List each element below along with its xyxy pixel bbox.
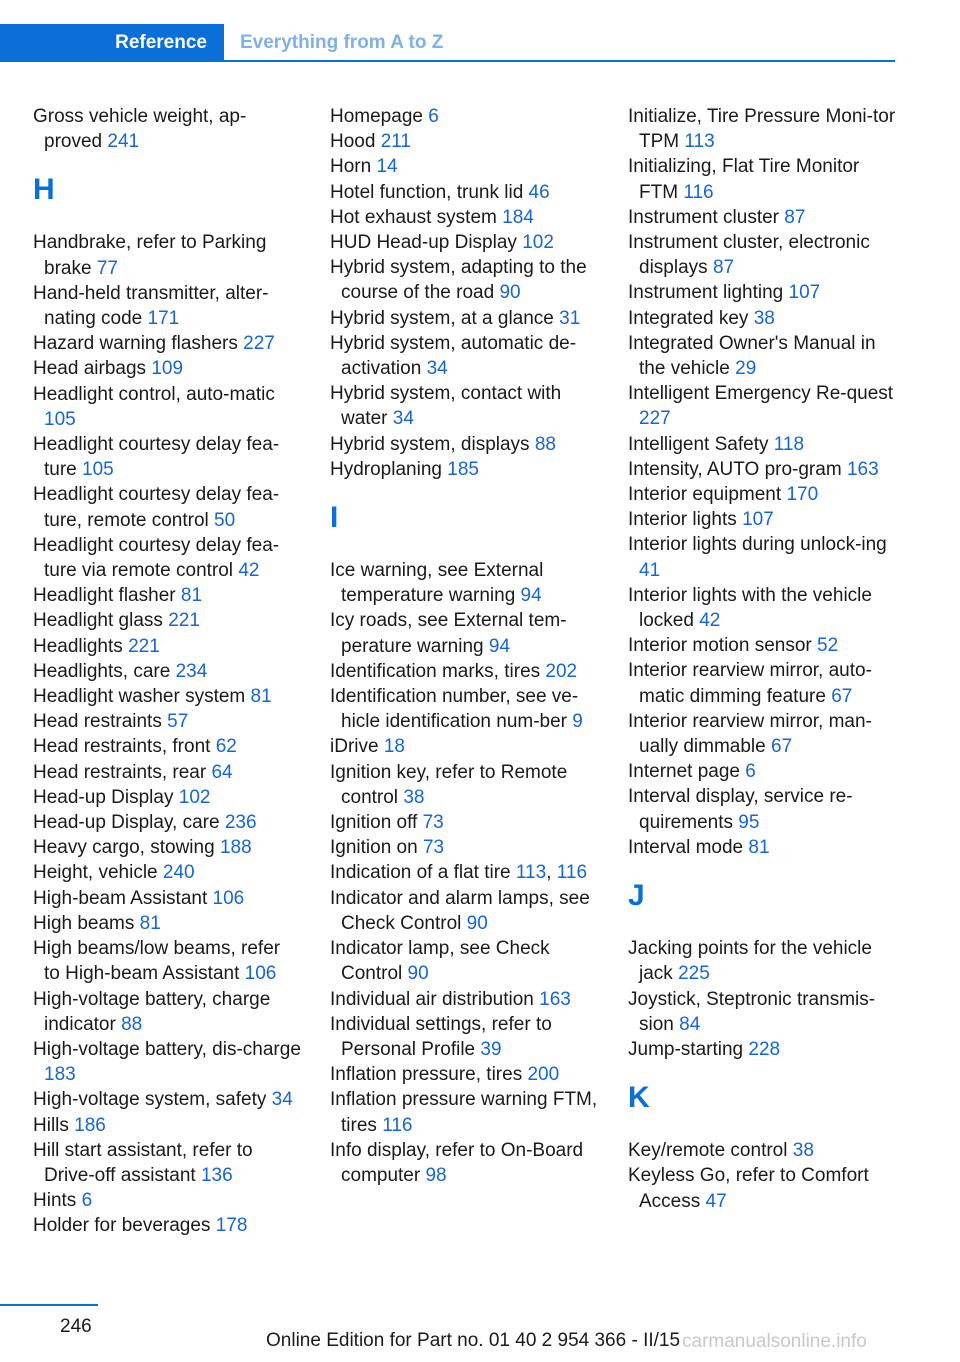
page-link[interactable]: 188 [219,837,252,859]
page-number: 246 [60,1316,92,1337]
page-link[interactable]: 6 [81,1190,93,1212]
page-link[interactable]: 107 [788,282,821,304]
index-entry-term: Jump-starting [628,1038,744,1060]
index-entry-term: Hybrid system, automatic de-activation [330,332,577,380]
index-entry-term: Intelligent Emergency Re-quest [628,383,894,405]
index-entry-term: iDrive [330,736,379,758]
footer-divider [0,1304,98,1306]
index-entry-term: Initializing, Flat Tire Monitor FTM [628,156,860,203]
index-entry-term: Headlight courtesy delay fea-ture, remote control [33,484,280,531]
index-entry [33,936,301,986]
index-entry [33,1037,301,1087]
index-entry [33,659,301,684]
index-entry-term: Headlight washer system [33,686,246,708]
index-entry [330,1087,598,1137]
page-link[interactable]: 73 [422,812,444,834]
index-entry [628,936,896,986]
page-link[interactable]: 6 [428,106,439,127]
index-entry [330,129,598,154]
index-entry [33,356,301,381]
index-entry-term: Individual air distribution [330,988,534,1010]
index-entry-term: Hybrid system, adapting to the course of the road [330,257,587,304]
index-entry [330,104,598,129]
index-entry-term: Head restraints, front [33,736,211,758]
index-entry [330,684,598,734]
index-entry [628,987,896,1037]
page-link[interactable]: 94 [520,585,542,607]
index-entry [33,1087,301,1112]
index-entry [33,835,301,860]
index-entry-term: Interior rearview mirror, auto-matic dimming feature [628,660,872,707]
page-link[interactable]: 183 [44,1064,76,1086]
page-link[interactable]: 106 [212,887,245,909]
page-link[interactable]: 234 [175,660,208,682]
page-link[interactable]: 67 [831,685,853,707]
page-link[interactable]: 118 [773,433,805,455]
index-entry-term: Hood [330,131,376,153]
index-entry [628,280,896,305]
page-link[interactable]: 202 [545,660,578,682]
index-column-1 [33,104,301,1239]
index-entry-term: Interior lights with the vehicle locked [628,584,872,632]
index-entry-term: Instrument cluster, electronic displays [628,232,870,279]
index-entry-term: Intensity, AUTO pro-gram [628,458,842,480]
index-letter-heading: H [33,173,55,207]
index-entry [330,1138,598,1188]
index-entry [628,1138,896,1163]
index-entry [330,180,598,205]
page-link[interactable]: 6 [745,761,756,783]
index-entry [33,331,301,356]
index-column-2 [330,104,598,1188]
index-entry-term: Heavy cargo, stowing [33,837,215,859]
index-entry-term: Hints [33,1190,77,1212]
page-link[interactable]: 228 [748,1038,781,1060]
index-entry [330,734,598,759]
index-entry [33,1188,301,1213]
page-link[interactable]: 73 [422,837,445,859]
index-entry-term: Integrated key [628,307,749,329]
page-link[interactable]: 64 [211,761,233,783]
index-entry [628,1163,896,1213]
index-entry-term: Indicator and alarm lamps, see Check Control [330,887,590,934]
index-entry [628,482,896,507]
page-link[interactable]: 227 [639,408,671,430]
index-entry-term: Headlight courtesy delay fea-ture via remote control [33,534,280,582]
index-entry [330,457,598,482]
section-tab-reference[interactable]: Reference [0,24,224,62]
index-entry [33,785,301,810]
index-entry [33,911,301,936]
page-link[interactable]: 171 [147,308,180,330]
index-entry-term: Hotel function, trunk lid [330,181,524,203]
page-link[interactable]: 87 [712,257,735,279]
index-entry-term: Headlights [33,635,123,657]
index-entry [628,759,896,784]
index-entry-term: HUD Head-up Display [330,232,517,254]
page-link[interactable]: 105 [44,408,76,430]
index-entry-term: Internet page [628,761,740,783]
index-entry [330,886,598,936]
page-link[interactable]: 98 [425,1164,447,1186]
index-entry-term: Indicator lamp, see Check Control [330,938,550,985]
page-link[interactable]: 84 [679,1013,701,1035]
index-entry-term: Hazard warning flashers [33,333,238,355]
index-entry-term: Instrument cluster [628,206,779,228]
index-entry [33,810,301,835]
index-entry-term: Handbrake, refer to Parking brake [33,232,267,279]
index-entry-term: Height, vehicle [33,862,158,884]
index-entry [628,205,896,230]
index-entry [330,154,598,179]
index-entry [330,432,598,457]
page-link[interactable]: 46 [528,181,550,203]
page-link[interactable]: 67 [771,736,793,758]
page-link[interactable]: 42 [699,610,721,632]
page-link[interactable]: 105 [82,459,114,481]
page-link[interactable]: 77 [96,257,118,279]
index-entry-term: Indication of a flat tire [330,862,511,884]
page-link[interactable]: 102 [522,232,554,254]
page-link[interactable]: 116 [556,862,588,884]
index-entry-term: Hybrid system, contact with water [330,383,562,430]
index-entry [330,230,598,255]
page-link[interactable]: 221 [168,610,200,632]
page-link[interactable]: 90 [407,963,429,985]
index-entry-term: Ice warning, see External temperature warning [330,560,544,607]
index-entry [33,1213,301,1238]
index-entry-term: Horn [330,156,372,178]
page-link[interactable]: 88 [534,433,556,455]
index-entry-term: Homepage [330,106,423,127]
index-entry [628,633,896,658]
page-link[interactable]: 52 [817,635,839,657]
index-entry-term: Headlight control, auto-matic [33,383,275,405]
index-entry-term: Info display, refer to On-Board computer [330,1139,584,1186]
index-entry [33,734,301,759]
index-entry [628,1037,896,1062]
index-entry [330,659,598,684]
page-link[interactable]: 94 [488,635,511,657]
page-header [0,24,895,62]
index-entry [33,482,301,532]
page-link[interactable]: 57 [167,711,189,733]
page-link[interactable]: 81 [250,686,272,708]
index-entry [33,230,301,280]
index-entry [628,583,896,633]
index-entry-term: High beams [33,912,135,934]
page-link[interactable]: 95 [738,811,760,833]
page-link[interactable]: 178 [215,1215,248,1237]
page-link[interactable]: 163 [846,458,879,480]
index-column-3 [628,104,896,1214]
index-entry [628,331,896,381]
page-link[interactable]: 81 [180,585,203,607]
page-link[interactable]: 186 [74,1114,106,1136]
page-link[interactable]: 14 [376,156,398,178]
index-entry-term: Ignition off [330,812,418,834]
index-entry-term: Hand-held transmitter, alter-nating code [33,282,269,330]
page-link[interactable]: 200 [527,1064,560,1086]
index-entry-term: Identification number, see ve-hicle identification num-ber [330,686,579,733]
index-entry-term: Headlight courtesy delay fea-ture [33,434,280,481]
page-link[interactable]: 90 [499,282,521,304]
page-link[interactable]: 225 [678,963,710,985]
page-link[interactable]: 184 [502,206,534,228]
index-entry [33,886,301,911]
page-link[interactable]: 47 [705,1190,727,1212]
index-entry-term: Head restraints [33,711,162,733]
page-link[interactable]: 81 [748,836,770,858]
index-entry [330,1062,598,1087]
page-link[interactable]: 170 [786,484,819,506]
page-link[interactable]: 81 [139,912,161,934]
section-title: Everything from A to Z [240,32,444,53]
page-link[interactable]: 38 [792,1140,814,1162]
page-link[interactable]: 50 [214,509,236,531]
index-entry [628,709,896,759]
index-entry [33,684,301,709]
index-entry [330,1012,598,1062]
page-link[interactable]: 38 [753,307,775,329]
index-entry-term: Hydroplaning [330,458,442,480]
page-link[interactable]: 211 [380,131,411,153]
index-entry-term: Hybrid system, displays [330,433,530,455]
page-link[interactable]: 18 [383,736,405,758]
index-entry-term: High-voltage system, safety [33,1089,267,1111]
page-link[interactable]: 113 [515,862,547,884]
index-entry [330,255,598,305]
index-entry-term: Identification marks, tires [330,660,541,682]
index-entry-term: Headlights, care [33,660,171,682]
index-entry [33,1113,301,1138]
page-link[interactable]: 88 [121,1013,143,1035]
index-entry [330,936,598,986]
index-entry [33,432,301,482]
index-entry [330,760,598,810]
index-entry-term: Key/remote control [628,1140,788,1162]
index-entry [330,205,598,230]
index-entry [628,381,896,431]
index-entry [330,987,598,1012]
index-entry [33,760,301,785]
index-entry [33,987,301,1037]
index-entry-term: Head-up Display [33,786,174,808]
index-letter-heading: I [330,501,339,535]
index-entry-term: Interval mode [628,836,744,858]
index-entry-term: Ignition key, refer to Remote control [330,761,568,808]
page-link[interactable]: 107 [742,509,774,531]
index-entry-term: Inflation pressure warning FTM, tires [330,1089,598,1136]
index-entry-term: Inflation pressure, tires [330,1064,523,1086]
index-entry [628,532,896,582]
index-entry-term: Interior equipment [628,484,782,506]
index-entry [628,658,896,708]
page-link[interactable]: 34 [271,1089,293,1111]
page-link[interactable]: 240 [162,862,195,884]
page-link[interactable]: 90 [466,912,488,934]
index-entry [33,533,301,583]
index-entry-term: Individual settings, refer to Personal Profile [330,1013,552,1060]
index-entry [330,835,598,860]
index-entry-term: Interval display, service re-quirements [628,786,853,833]
page-link[interactable]: 39 [480,1038,502,1060]
index-entry-term: Integrated Owner's Manual in the vehicle [628,332,876,380]
index-entry-term: Interior lights [628,509,737,531]
page-link[interactable]: 227 [243,333,275,355]
index-entry-term: Interior motion sensor [628,635,812,657]
page-link[interactable]: 113 [684,131,715,153]
page-link[interactable]: 236 [224,812,257,834]
index-entry [628,154,896,204]
index-entry-term: Headlight glass [33,610,163,632]
page-link[interactable]: 221 [128,635,160,657]
index-entry [33,382,301,432]
index-entry-term: Icy roads, see External tem-perature warning [330,610,567,657]
index-entry-term: High-voltage battery, charge indicator [33,988,271,1035]
page-link[interactable]: 41 [639,559,661,581]
index-entry-term: Head-up Display, care [33,812,220,834]
page-link[interactable]: 29 [735,358,757,380]
index-entry [33,608,301,633]
index-entry-term: Interior lights during unlock-ing [628,534,887,556]
index-entry [330,331,598,381]
index-entry [628,306,896,331]
index-entry-term: Holder for beverages [33,1215,211,1237]
index-entry [628,104,896,154]
index-entry-term: High-voltage battery, dis-charge [33,1038,301,1060]
index-entry [330,608,598,658]
index-entry [628,784,896,834]
page-link[interactable]: 34 [426,358,448,380]
index-entry-term: Hot exhaust system [330,206,497,228]
index-entry [628,457,896,482]
index-entry-term: Headlight flasher [33,585,176,607]
index-entry [33,104,301,154]
index-entry-term: Interior rearview mirror, man-ually dimmable [628,710,872,758]
page-link[interactable]: 34 [392,408,414,430]
index-entry [33,281,301,331]
index-entry-term: High beams/low beams, refer to High-beam Assistant [33,938,281,985]
page-link[interactable]: 116 [382,1114,413,1136]
index-entry [330,558,598,608]
index-letter-heading: J [628,879,645,913]
index-entry [33,1138,301,1188]
watermark: carmanualsonline.info [682,1331,867,1352]
index-entry-term: Instrument lighting [628,282,784,304]
index-entry-term: Hill start assistant, refer to Drive-off assistant [33,1139,253,1186]
index-entry [330,306,598,331]
index-entry-term: Joystick, Steptronic transmis-sion [628,988,876,1035]
page-link[interactable]: 38 [403,786,425,808]
page-link[interactable]: 109 [151,358,184,380]
index-entry-term: Jacking points for the vehicle jack [628,938,872,985]
index-entry [33,634,301,659]
index-entry-term: Hybrid system, at a glance [330,307,554,329]
header-divider [224,60,895,62]
page-link[interactable]: 116 [683,181,714,203]
index-entry [330,810,598,835]
index-entry [33,709,301,734]
index-entry [33,583,301,608]
page-link[interactable]: 163 [539,988,571,1010]
index-entry-term: Head restraints, rear [33,761,207,783]
page-link[interactable]: 136 [200,1164,233,1186]
page-link[interactable]: 185 [447,458,479,480]
page-link[interactable]: 106 [244,963,277,985]
index-entry-term: High-beam Assistant [33,887,208,909]
page-link[interactable]: 87 [784,206,806,228]
index-entry: Indication of a flat tire 113, 116 [330,862,588,884]
index-entry [628,432,896,457]
index-entry-term: Keyless Go, refer to Comfort Access [628,1165,869,1212]
page-link[interactable]: 62 [215,736,237,758]
index-entry-term: Ignition on [330,837,418,859]
index-entry [33,860,301,885]
page-link[interactable]: 42 [238,560,260,582]
index-entry [628,507,896,532]
index-entry [330,381,598,431]
index-entry-term: Initialize, Tire Pressure Moni-tor TPM [628,106,896,153]
index-entry-term: Gross vehicle weight, ap-proved [33,106,247,153]
index-entry [628,230,896,280]
index-entry [628,835,896,860]
page-link[interactable]: 9 [572,711,583,733]
index-letter-heading: K [628,1081,650,1115]
index-entry-term: Hills [33,1114,69,1136]
page-link[interactable]: 241 [107,131,140,153]
index-entry-term: Intelligent Safety [628,433,769,455]
edition-note: Online Edition for Part no. 01 40 2 954 366 - II/15 [266,1330,681,1351]
page-link[interactable]: 102 [178,786,211,808]
index-entry-term: Head airbags [33,358,147,380]
page-link[interactable]: 31 [559,307,581,329]
